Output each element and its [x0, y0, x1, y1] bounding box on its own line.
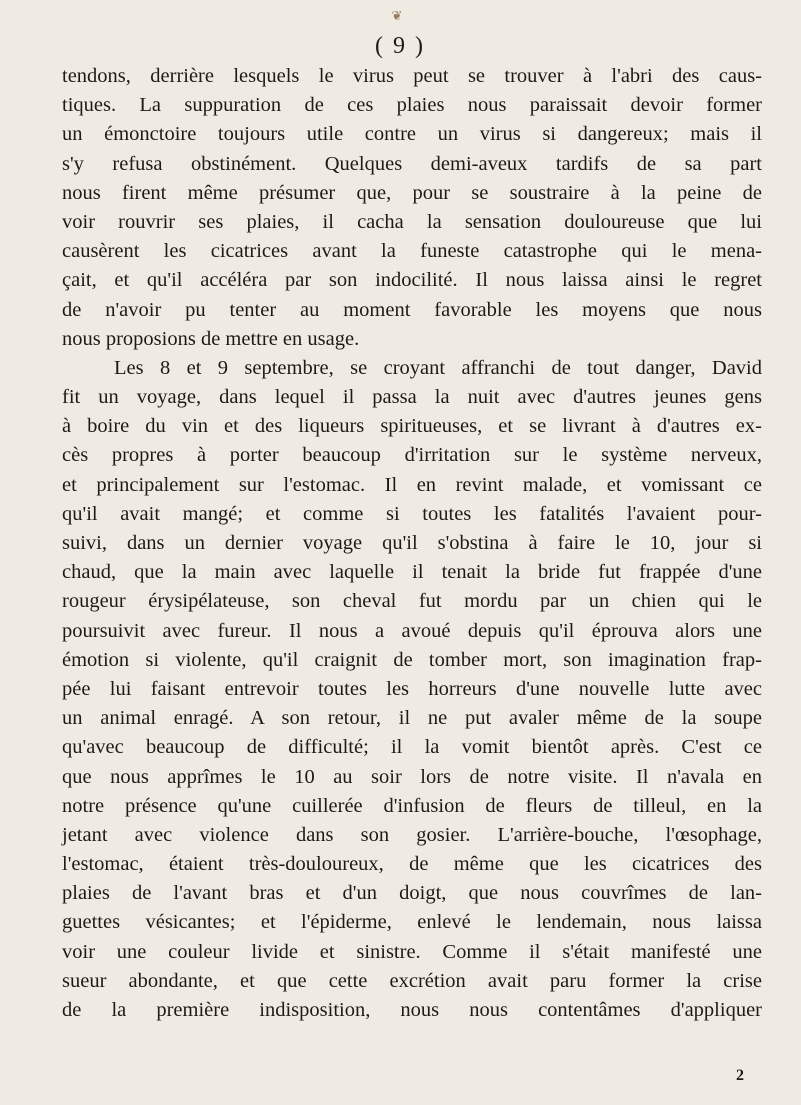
text-line: çait, et qu'il accéléra par son indocilité. Il nous laissa ainsi le regret — [62, 269, 762, 292]
text-line: que nous apprîmes le 10 au soir lors de notre visite. Il n'avala en — [62, 765, 762, 788]
text-line: de n'avoir pu tenter au moment favorable les moyens que nous — [62, 298, 762, 321]
text-line: jetant avec violence dans son gosier. L'arrière-bouche, l'œsophage, — [62, 823, 762, 846]
text-line: qu'il avait mangé; et comme si toutes les fatalités l'avaient pour- — [62, 502, 762, 525]
text-line: un animal enragé. A son retour, il ne put avaler même de la soupe — [62, 707, 762, 730]
text-line: tendons, derrière lesquels le virus peut se trouver à l'abri des caus- — [62, 65, 762, 87]
text-line: s'y refusa obstinément. Quelques demi-aveux tardifs de sa part — [62, 152, 762, 175]
text-line: voir rouvrir ses plaies, il cacha la sensation douloureuse que lui — [62, 210, 762, 233]
text-line: cès propres à porter beaucoup d'irritation sur le système nerveux, — [62, 444, 762, 467]
text-line: plaies de l'avant bras et d'un doigt, que nous couvrîmes de lan- — [62, 882, 762, 905]
text-line: rougeur érysipélateuse, son cheval fut mordu par un chien qui le — [62, 590, 762, 613]
text-line-paragraph-start: Les 8 et 9 septembre, se croyant affranchi de tout danger, David — [114, 356, 762, 379]
ornament-glyph: ❦ — [391, 8, 403, 23]
page-number: ( 9 ) — [375, 33, 425, 59]
text-line: pée lui faisant entrevoir toutes les horreurs d'une nouvelle lutte avec — [62, 677, 762, 700]
text-line: voir une couleur livide et sinistre. Comme il s'était manifesté une — [62, 940, 762, 963]
text-line: de la première indisposition, nous nous contentâmes d'appliquer — [62, 999, 762, 1021]
text-line: suivi, dans un dernier voyage qu'il s'obstina à faire le 10, jour si — [62, 532, 762, 554]
text-line: un émonctoire toujours utile contre un virus si dangereux; mais il — [62, 123, 762, 146]
text-line: fit un voyage, dans lequel il passa la nuit avec d'autres jeunes gens — [62, 386, 762, 409]
text-line: chaud, que la main avec laquelle il tenait la bride fut frappée d'une — [62, 561, 762, 584]
text-line: à boire du vin et des liqueurs spiritueuses, et se livrant à d'autres ex- — [62, 415, 762, 438]
text-line: causèrent les cicatrices avant la funeste catastrophe qui le mena- — [62, 240, 762, 263]
text-line: tiques. La suppuration de ces plaies nous paraissait devoir former — [62, 94, 762, 117]
text-line: et principalement sur l'estomac. Il en revint malade, et vomissant ce — [62, 473, 762, 496]
text-line: sueur abondante, et que cette excrétion avait paru former la crise — [62, 969, 762, 992]
text-line: notre présence qu'une cuillerée d'infusion de fleurs de tilleul, en la — [62, 794, 762, 817]
text-line: poursuivit avec fureur. Il nous a avoué depuis qu'il éprouva alors une — [62, 619, 762, 642]
text-line: émotion si violente, qu'il craignit de tomber mort, son imagination frap- — [62, 648, 762, 671]
text-line: nous firent même présumer que, pour se soustraire à la peine de — [62, 181, 762, 204]
body-text — [62, 62, 762, 1025]
text-line: qu'avec beaucoup de difficulté; il la vomit bientôt après. C'est ce — [62, 736, 762, 759]
signature-mark: 2 — [736, 1067, 744, 1084]
text-line: l'estomac, étaient très-douloureux, de même que les cicatrices des — [62, 853, 762, 876]
text-line: guettes vésicantes; et l'épiderme, enlevé le lendemain, nous laissa — [62, 911, 762, 934]
text-line: nous proposions de mettre en usage. — [62, 327, 360, 350]
